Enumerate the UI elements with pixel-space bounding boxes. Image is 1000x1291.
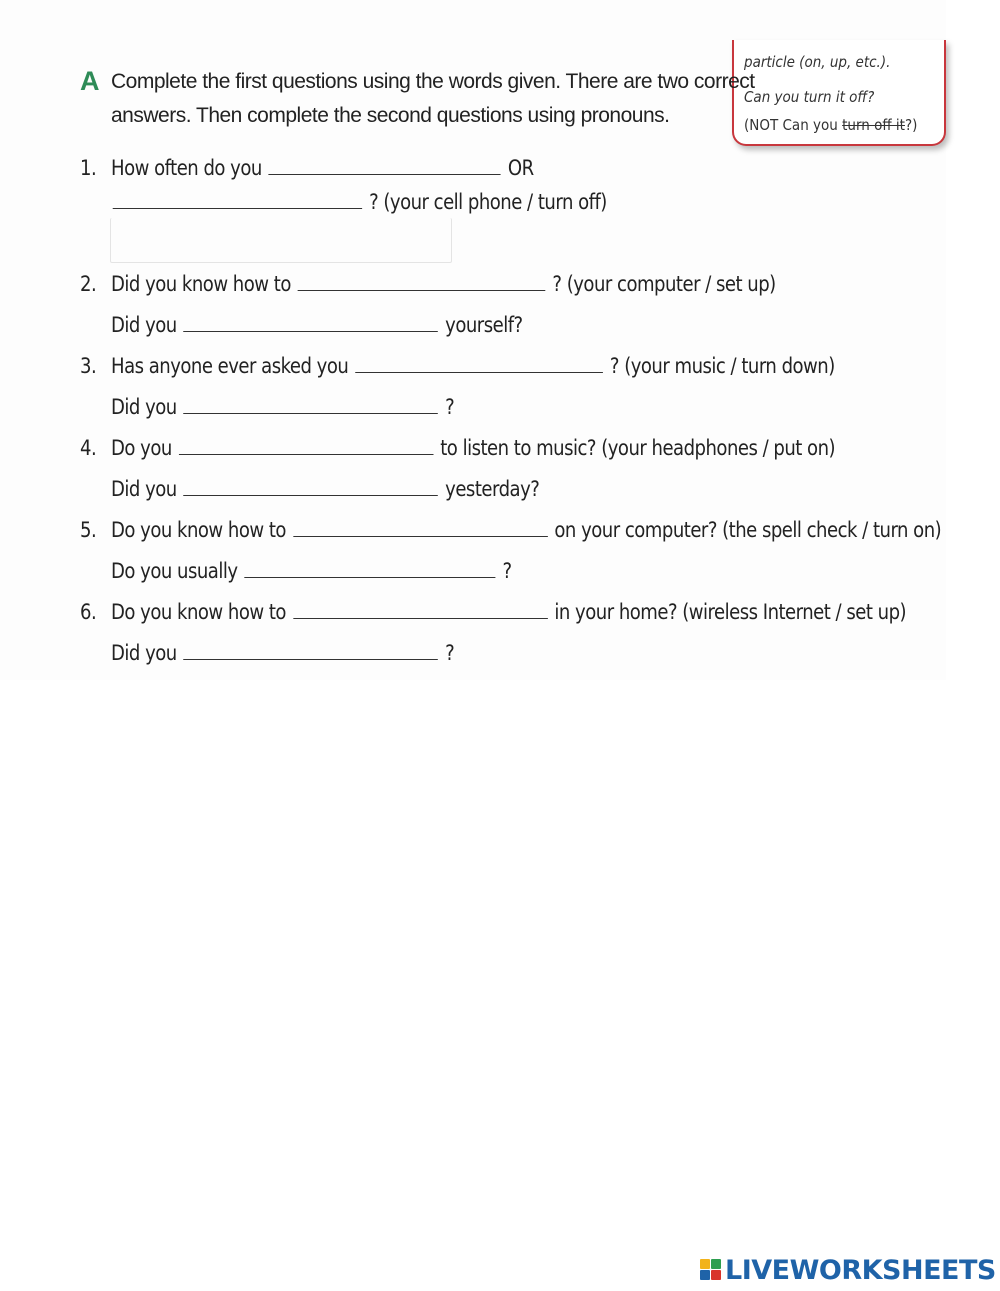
- item-4-line-b-before: Did you: [111, 477, 177, 501]
- item-3-line-b: [111, 395, 454, 419]
- liveworksheets-brand[interactable]: [700, 1254, 996, 1286]
- item-6-line-b-after: ?: [445, 641, 455, 665]
- instruction-line-1: Complete the first questions using the words given. There are two correct: [111, 70, 755, 93]
- item-1-text-after: OR: [507, 156, 534, 180]
- item-2-line-b-before: Did you: [111, 313, 177, 337]
- item-4-blank-a[interactable]: [179, 453, 434, 455]
- item-6-blank-b[interactable]: [184, 658, 439, 660]
- instruction-line-2: answers. Then complete the second questions using pronouns.: [111, 104, 670, 127]
- item-number: 2.: [80, 272, 97, 296]
- grammar-note-box: [732, 40, 946, 146]
- item-number: 4.: [80, 436, 97, 460]
- item-5-text-before: Do you know how to: [111, 518, 286, 542]
- note-line-3-strike: turn off it: [842, 116, 905, 134]
- item-2-line-b-after: yourself?: [445, 313, 523, 337]
- item-2-blank-b[interactable]: [184, 330, 439, 332]
- item-5-line-b: [111, 559, 512, 583]
- item-5-line-b-before: Do you usually: [111, 559, 238, 583]
- item-4-blank-b[interactable]: [184, 494, 439, 496]
- item-4-line-b-after: yesterday?: [445, 477, 540, 501]
- item-3-blank-b[interactable]: [184, 412, 439, 414]
- item-4-line-a: [111, 436, 835, 460]
- worksheet-page: [0, 0, 946, 680]
- item-2-hint: ? (your computer / set up): [552, 272, 776, 296]
- note-line-2: Can you turn it off?: [744, 88, 875, 106]
- liveworksheets-logo-icon: [700, 1259, 722, 1281]
- item-3-hint: ? (your music / turn down): [609, 354, 835, 378]
- item-2-blank-a[interactable]: [298, 289, 546, 291]
- item-3-line-b-after: ?: [445, 395, 455, 419]
- item-3-line-b-before: Did you: [111, 395, 177, 419]
- item-3-line-a: [111, 354, 835, 378]
- item-5-blank-a[interactable]: [293, 535, 548, 537]
- item-6-line-a: [111, 600, 906, 624]
- item-1-hint: ? (your cell phone / turn off): [369, 190, 607, 214]
- item-6-hint: in your home? (wireless Internet / set up): [554, 600, 907, 624]
- item-5-line-a: [111, 518, 941, 542]
- note-line-3: [744, 116, 917, 134]
- item-5-line-b-after: ?: [502, 559, 512, 583]
- item-1-text-before: How often do you: [111, 156, 262, 180]
- item-1-line-b: [111, 190, 607, 214]
- item-6-line-b-before: Did you: [111, 641, 177, 665]
- item-number: 6.: [80, 600, 97, 624]
- item-1-answer-box[interactable]: [110, 218, 452, 263]
- item-5-blank-b[interactable]: [244, 576, 495, 578]
- item-2-line-b: [111, 313, 523, 337]
- item-3-text-before: Has anyone ever asked you: [111, 354, 349, 378]
- item-5-hint: on your computer? (the spell check / turn on): [554, 518, 942, 542]
- note-line-3-prefix: (NOT Can you: [744, 116, 843, 134]
- liveworksheets-wordmark: LIVEWORKSHEETS: [725, 1254, 996, 1286]
- item-6-text-before: Do you know how to: [111, 600, 286, 624]
- note-line-3-suffix: ?): [904, 116, 918, 134]
- note-line-1: particle (on, up, etc.).: [744, 53, 891, 71]
- item-number: 3.: [80, 354, 97, 378]
- item-4-line-b: [111, 477, 539, 501]
- item-number: 5.: [80, 518, 97, 542]
- section-letter: A: [80, 66, 100, 96]
- item-1-line-a: [111, 156, 534, 180]
- item-1-blank-a[interactable]: [269, 173, 501, 175]
- item-4-hint: to listen to music? (your headphones / put on): [440, 436, 836, 460]
- item-3-blank-a[interactable]: [355, 371, 603, 373]
- item-1-blank-b[interactable]: [113, 207, 362, 209]
- item-2-text-before: Did you know how to: [111, 272, 291, 296]
- item-6-line-b: [111, 641, 454, 665]
- item-number: 1.: [80, 156, 97, 180]
- item-2-line-a: [111, 272, 776, 296]
- item-6-blank-a[interactable]: [293, 617, 548, 619]
- item-4-text-before: Do you: [111, 436, 172, 460]
